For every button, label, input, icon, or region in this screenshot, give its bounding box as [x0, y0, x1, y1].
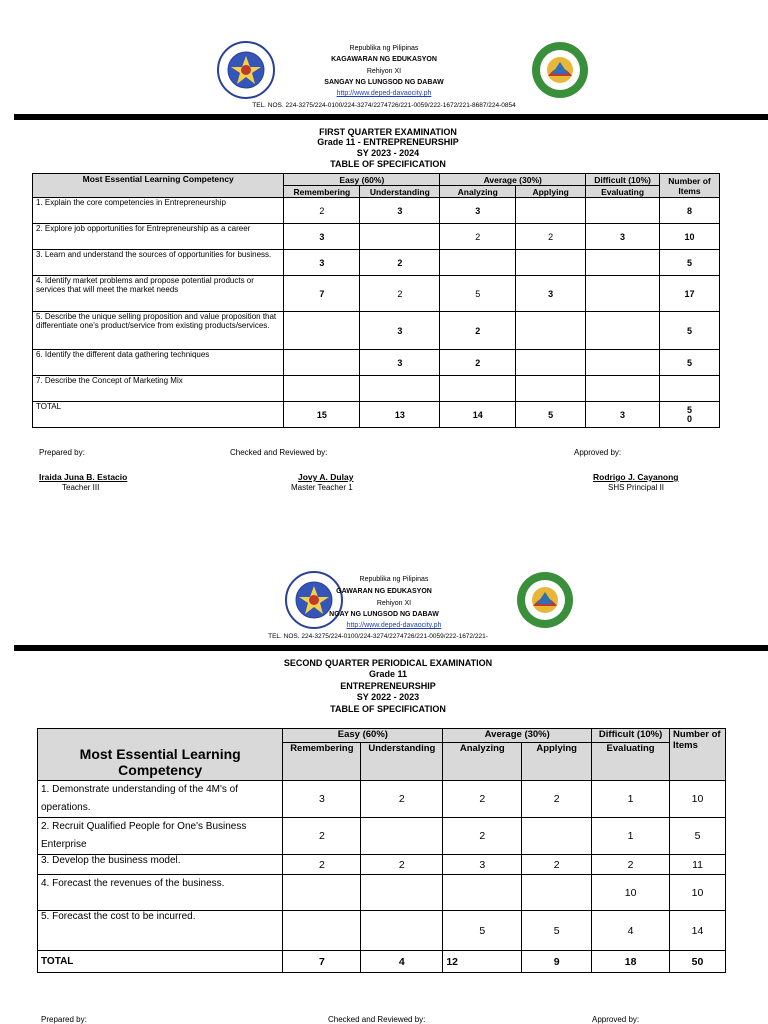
region-line: Rehiyon XI — [376, 600, 412, 607]
approved-label: Approved by: — [592, 1015, 640, 1024]
col-competency: Most Essential Learning Competency — [33, 174, 284, 198]
total-row: TOTAL 7 4 12 9 18 50 — [38, 951, 726, 973]
approved-name: Rodrigo J. Cayanong — [593, 472, 679, 482]
col-analyzing: Analyzing — [440, 186, 516, 198]
total-row: TOTAL 15 13 14 5 3 5 0 — [33, 402, 720, 428]
col-remembering: Remembering — [284, 186, 360, 198]
table-row: 6. Identify the different data gathering techniques 3 2 5 — [33, 350, 720, 376]
checked-title: Master Teacher 1 — [291, 483, 353, 492]
col-items: Number of Items — [670, 729, 726, 781]
col-analyzing: Analyzing — [443, 743, 522, 781]
col-applying: Applying — [516, 186, 586, 198]
col-competency: Most Essential Learning Competency — [38, 729, 283, 781]
exam-title: FIRST QUARTER EXAMINATION — [319, 127, 457, 137]
col-difficult: Difficult (10%) — [586, 174, 660, 186]
header-rule — [14, 645, 768, 651]
exam-subject: ENTREPRENEURSHIP — [340, 681, 436, 691]
prepared-name: Iraida Juna B. Estacio — [39, 472, 128, 482]
table-row: 4. Forecast the revenues of the business. 10 10 — [38, 875, 726, 911]
table-row: 3. Learn and understand the sources of opportunities for business. 3 2 5 — [33, 250, 720, 276]
col-understanding: Understanding — [361, 743, 443, 781]
prepared-label: Prepared by: — [41, 1015, 87, 1024]
prepared-label: Prepared by: — [39, 448, 85, 457]
exam-grade: Grade 11 — [368, 669, 408, 679]
col-difficult: Difficult (10%) — [592, 729, 670, 743]
table-row: 1. Demonstrate understanding of the 4M's of operations. 3 2 2 2 1 10 — [38, 781, 726, 818]
col-average: Average (30%) — [443, 729, 592, 743]
phone-line: TEL. NOS. 224-3275/224-0100/224-3274/2274726/221-0059/222-1672/221-8687/224-0854 — [252, 102, 516, 109]
republic-line: Republika ng Pilipinas — [359, 576, 429, 583]
tos-table-q1 — [32, 173, 720, 428]
approved-label: Approved by: — [574, 448, 622, 457]
header-rule — [14, 114, 768, 120]
region-line: Rehiyon XI — [366, 68, 402, 75]
tos-title: TABLE OF SPECIFICATION — [330, 159, 446, 169]
table-row: 3. Develop the business model. 2 2 3 2 2 11 — [38, 855, 726, 875]
table-row: 2. Explore job opportunities for Entrepreneurship as a career 3 2 2 3 10 — [33, 224, 720, 250]
col-items: Number of Items — [660, 174, 720, 198]
col-evaluating: Evaluating — [592, 743, 670, 781]
table-row: 7. Describe the Concept of Marketing Mix — [33, 376, 720, 402]
website-link[interactable]: http://www.deped-davaocity.ph — [336, 90, 432, 97]
checked-label: Checked and Reviewed by: — [230, 448, 328, 457]
prepared-title: Teacher III — [62, 483, 100, 492]
tos-title: TABLE OF SPECIFICATION — [330, 704, 446, 714]
exam-sy: SY 2022 - 2023 — [356, 692, 420, 702]
exam-sy: SY 2023 - 2024 — [356, 148, 420, 158]
department-line: KAGAWARAN NG EDUKASYON — [331, 56, 437, 63]
table-row: 1. Explain the core competencies in Entrepreneurship 2 3 3 8 — [33, 198, 720, 224]
department-line: GAWARAN NG EDUKASYON — [336, 588, 432, 595]
division-line: NGAY NG LUNGSOD NG DABAW — [329, 611, 439, 618]
total-items: 5 0 — [660, 402, 720, 428]
exam-title: SECOND QUARTER PERIODICAL EXAMINATION — [283, 658, 493, 668]
col-remembering: Remembering — [283, 743, 361, 781]
phone-line: TEL. NOS. 224-3275/224-0100/224-3274/2274726/221-0059/222-1672/221- — [268, 633, 488, 640]
table-row: 5. Forecast the cost to be incurred. 5 5 4 14 — [38, 911, 726, 951]
website-link[interactable]: http://www.deped-davaocity.ph — [346, 622, 442, 629]
exam-subject: Grade 11 - ENTREPRENEURSHIP — [317, 137, 459, 147]
division-line: SANGAY NG LUNGSOD NG DABAW — [324, 79, 444, 86]
republic-line: Republika ng Pilipinas — [349, 45, 419, 52]
table-row: 4. Identify market problems and propose potential products or services that will meet the market needs 7 2 5 3 17 — [33, 276, 720, 312]
checked-name: Jovy A. Dulay — [298, 472, 354, 482]
col-evaluating: Evaluating — [586, 186, 660, 198]
checked-label: Checked and Reviewed by: — [328, 1015, 426, 1024]
col-average: Average (30%) — [440, 174, 586, 186]
col-applying: Applying — [522, 743, 592, 781]
table-row: 2. Recruit Qualified People for One's Business Enterprise 2 2 1 5 — [38, 818, 726, 855]
col-easy: Easy (60%) — [284, 174, 440, 186]
approved-title: SHS Principal II — [608, 483, 665, 492]
col-easy: Easy (60%) — [283, 729, 443, 743]
col-understanding: Understanding — [360, 186, 440, 198]
table-row: 5. Describe the unique selling proposition and value proposition that differentiate one's product/service from existing products/services. 3 2 5 — [33, 312, 720, 350]
tos-table-q2 — [37, 728, 726, 973]
